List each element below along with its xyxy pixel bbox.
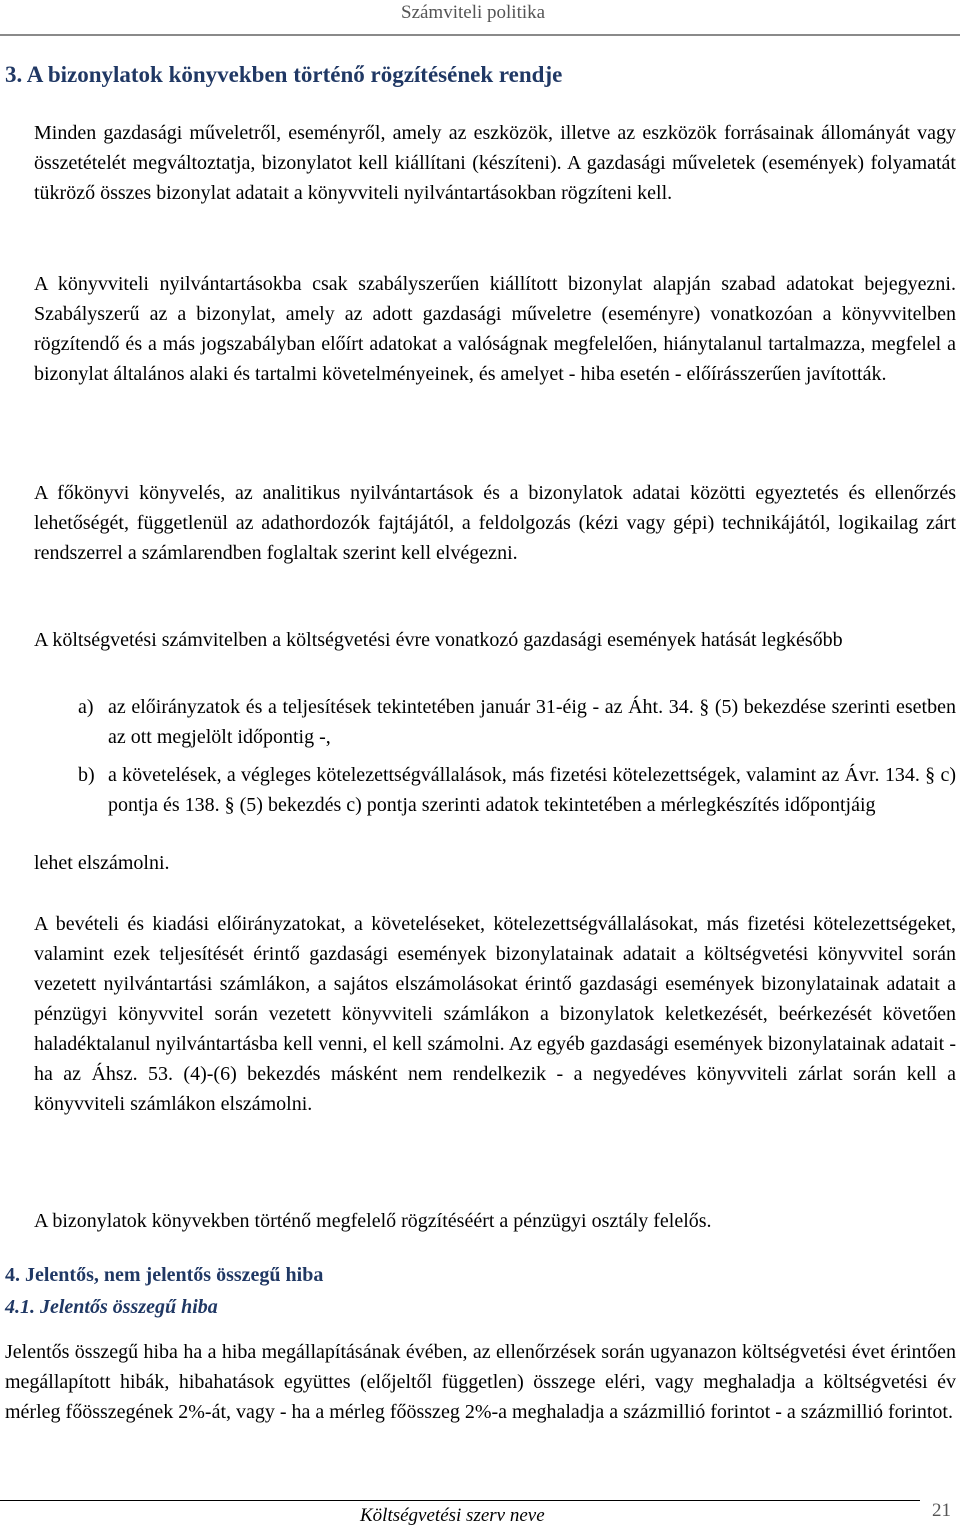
paragraph-budget-accounting: A költségvetési számvitelben a költségvetési évre vonatkozó gazdasági események hatását legkésőbb bbox=[34, 629, 843, 651]
running-header-title: Számviteli politika bbox=[401, 2, 546, 23]
section-3-heading: 3. A bizonylatok könyvekben történő rögzítésének rendje bbox=[5, 62, 563, 87]
list-text-a: az előirányzatok és a teljesítések tekintetében január 31-éig - az Áht. 34. § (5) bekezdése szerinti esetben az ott megjelölt időpontig -, bbox=[108, 696, 956, 748]
list-text-b: a követelések, a végleges kötelezettségvállalások, más fizetési kötelezettségek, valamint az Ávr. 134. § c) pontja és 138. § (5) bekezdés c) pontja szerinti adatok tekintetében a mérlegkészítés időpontjáig bbox=[108, 764, 956, 816]
paragraph-revenue-expenditure: A bevételi és kiadási előirányzatokat, a követeléseket, kötelezettségvállalásokat, más fizetési kötelezettségeket, valamint ezek teljesítését érintő gazdasági események bizonylatainak adatait a költségvetési könyvvitel során vezetett nyilvántartási számlákon, a sajátos elszámolásokat érintő gazdasági események bizonylatainak adatait a pénzügyi könyvvitel során vezetett könyvviteli számlákon a bizonylatok keletkezését, beérkezését követően haladéktalanul nyilvántartásba kell venni, el kell számolni. Az egyéb gazdasági események bizonylatainak adatait - ha az Áhsz. 53. (4)-(6) bekezdés másként nem rendelkezik - a negyedéves könyvviteli zárlat során kell a könyvviteli számlákon elszámolni. bbox=[34, 913, 956, 1115]
footer-org-name: Költségvetési szerv neve bbox=[360, 1505, 545, 1526]
paragraph-significant-error: Jelentős összegű hiba ha a hiba megállapításának évében, az ellenőrzések során ugyanazon költségvetési évet érintően megállapított hibák, hibahatások együttes (előjeltől független) összege eléri, vagy meghaladja a költségvetési év mérleg főösszegének 2%-át, vagy - ha a mérleg főösszeg 2%-a meghaladja a százmillió forintot - a százmillió forintot. bbox=[5, 1341, 956, 1423]
list-item-b bbox=[78, 760, 956, 820]
list-marker-a: a) bbox=[78, 696, 94, 718]
paragraph-reconciliation: A főkönyvi könyvelés, az analitikus nyilvántartások és a bizonylatok adatai közötti egyeztetés és ellenőrzés lehetőségét, függetlenül az adathordozók fajtájától, a feldolgozás (kézi vagy gépi) technikájától, logikailag zárt rendszerrel a számlarendben foglaltak szerint kell elvégezni. bbox=[34, 482, 956, 564]
paragraph-documents-required: Minden gazdasági műveletről, eseményről, amely az eszközök, illetve az eszközök forrásainak állományát vagy összetételét megváltoztatja, bizonylatot kell kiállítani (készíteni). A gazdasági műveletek (események) folyamatát tükröző összes bizonylat adatait a könyvviteli nyilvántartásokban rögzíteni kell. bbox=[34, 122, 956, 204]
paragraph-responsibility: A bizonylatok könyvekben történő megfelelő rögzítéséért a pénzügyi osztály felelős. bbox=[34, 1210, 712, 1232]
paragraph-regular-documents: A könyvviteli nyilvántartásokba csak szabályszerűen kiállított bizonylat alapján szabad adatokat bejegyezni. Szabályszerű az a bizonylat, amely az adott gazdasági műveletre (eseményre) vonatkozóan a könyvvitelben rögzítendő és a más jogszabályban előírt adatokat a valóságnak megfelelően, hiánytalanul tartalmazza, megfelel a bizonylat általános alaki és tartalmi követelményeinek, és amelyet - hiba esetén - előírásszerűen javították. bbox=[34, 273, 956, 385]
list-marker-b: b) bbox=[78, 764, 95, 786]
list-item-a bbox=[78, 692, 956, 752]
header-rule bbox=[0, 34, 960, 36]
footer-rule bbox=[0, 1500, 920, 1501]
section-4-heading: 4. Jelentős, nem jelentős összegű hiba bbox=[5, 1264, 324, 1286]
section-4-1-heading: 4.1. Jelentős összegű hiba bbox=[5, 1296, 218, 1318]
page-number: 21 bbox=[932, 1500, 951, 1521]
paragraph-after-list: lehet elszámolni. bbox=[34, 852, 170, 874]
